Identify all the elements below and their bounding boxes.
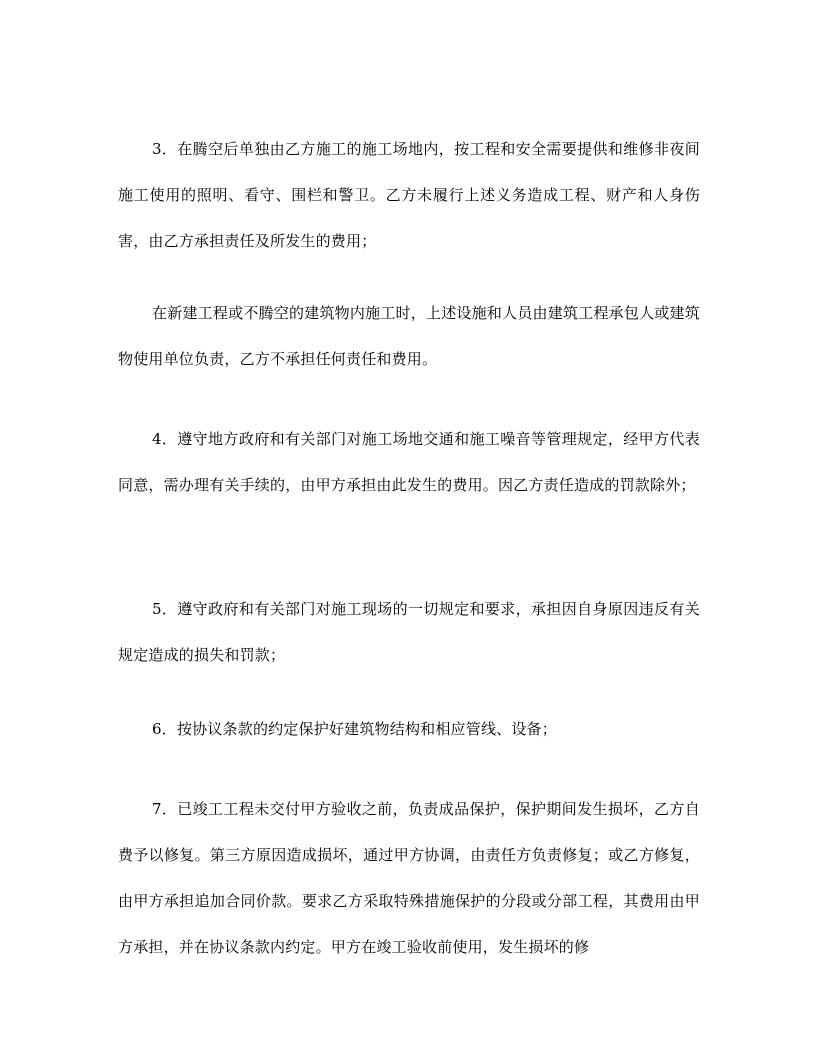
paragraph-clause-3: 3．在腾空后单独由乙方施工的施工场地内，按工程和安全需要提供和维修非夜间施工使用的照明、看守、围栏和警卫。乙方未履行上述义务造成工程、财产和人身伤害，由乙方承担责任及所发生的费用； [118,140,700,250]
paragraph-clause-6: 6．按协议条款的约定保护好建筑物结构和相应管线、设备； [152,720,557,738]
paragraph-clause-4: 4．遵守地方政府和有关部门对施工场地交通和施工噪音等管理规定，经甲方代表同意，需办理有关手续的，由甲方承担由此发生的费用。因乙方责任造成的罚款除外； [118,430,700,494]
paragraph-clause-3-supplement: 在新建工程或不腾空的建筑物内施工时，上述设施和人员由建筑工程承包人或建筑物使用单位负责，乙方不承担任何责任和费用。 [118,304,700,368]
paragraph-clause-5: 5．遵守政府和有关部门对施工现场的一切规定和要求，承担因自身原因违反有关规定造成的损失和罚款； [118,600,700,664]
paragraph-clause-7: 7．已竣工工程未交付甲方验收之前，负责成品保护，保护期间发生损坏，乙方自费予以修复。第三方原因造成损坏，通过甲方协调，由责任方负责修复；或乙方修复，由甲方承担追加合同价款。要求乙方采取特殊措施保护的分段或分部工程，其费用由甲方承担，并在协议条款内约定。甲方在竣工验收前使用，发生损坏的修 [118,800,700,956]
